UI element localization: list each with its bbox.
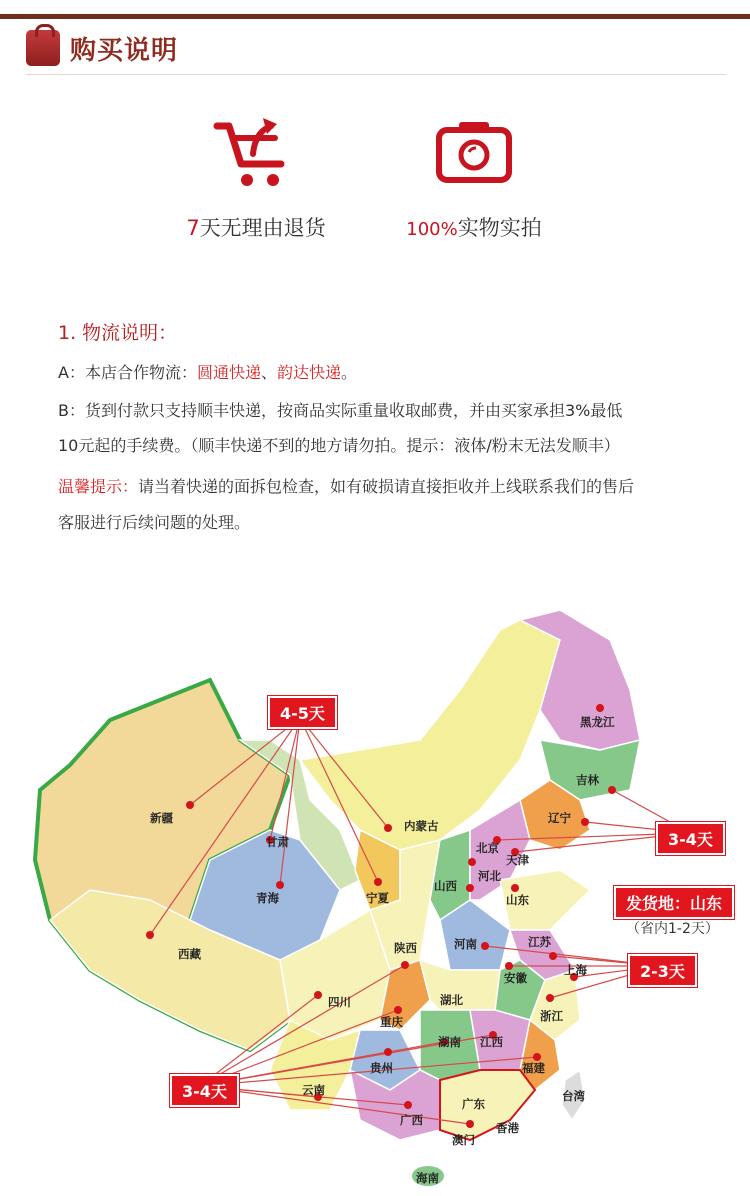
label-jilin: 吉林 [576, 773, 599, 787]
label-liaoning: 辽宁 [548, 811, 571, 825]
label-qinghai: 青海 [256, 891, 279, 905]
tag-origin: 发货地：山东 [614, 886, 734, 919]
tag-west-days: 4-5天 [268, 696, 337, 729]
cart-return-icon [211, 112, 301, 192]
label-jiangxi: 江西 [480, 1035, 503, 1049]
label-taiwan: 台湾 [562, 1089, 585, 1103]
label-xinjiang: 新疆 [150, 811, 173, 825]
divider [26, 74, 726, 75]
china-shipping-map [0, 600, 750, 1192]
label-shanxi: 山西 [434, 879, 457, 893]
label-jiangsu: 江苏 [528, 935, 551, 949]
tip-label: 温馨提示： [58, 477, 139, 496]
label-aomen: 澳门 [452, 1133, 475, 1147]
label-gansu: 甘肃 [266, 835, 289, 849]
camera-icon [429, 112, 519, 192]
region-guangdong [440, 1070, 535, 1140]
label-guizhou: 贵州 [370, 1061, 393, 1075]
logistics-line-b1: B：货到付款只支持顺丰快递，按商品实际重量收取邮费，并由买家承担3%最低 [58, 401, 623, 420]
label-shandong: 山东 [506, 893, 529, 907]
label-hainan: 海南 [416, 1171, 439, 1185]
label-tianjin: 天津 [506, 853, 529, 867]
label-guangxi: 广西 [400, 1113, 423, 1127]
section-header [26, 28, 178, 68]
label-neimenggu: 内蒙古 [404, 819, 439, 833]
courier-yuantong: 圆通快递 [196, 363, 261, 382]
label-anhui: 安徽 [504, 971, 527, 985]
label-xizang: 西藏 [178, 947, 201, 961]
label-heilongjiang: 黑龙江 [580, 715, 615, 729]
label-shaanxi: 陕西 [394, 941, 417, 955]
logistics-title: 1. 物流说明： [58, 322, 178, 344]
feature-photo [374, 112, 574, 242]
return-policy-label: 7天无理由退货 [186, 216, 326, 240]
tag-east-days: 2-3天 [628, 954, 697, 987]
label-shanghai: 上海 [564, 963, 587, 977]
tag-northeast-days: 3-4天 [656, 822, 725, 855]
label-hubei: 湖北 [440, 993, 463, 1007]
label-zhejiang: 浙江 [540, 1009, 563, 1023]
origin-note: （省内1-2天） [626, 921, 719, 937]
feature-return [156, 112, 356, 242]
label-yunnan: 云南 [302, 1083, 325, 1097]
label-guangdong: 广东 [462, 1097, 485, 1111]
tag-southwest-days: 3-4天 [170, 1074, 239, 1107]
label-sichuan: 四川 [328, 995, 351, 1009]
header-title: 购买说明 [70, 35, 179, 66]
logistics-line-b2: 10元起的手续费。（顺丰快递不到的地方请勿拍。提示：液体/粉末无法发顺丰） [58, 436, 620, 455]
shopping-bag-icon [26, 30, 60, 66]
real-photo-label: 100%实物实拍 [406, 216, 542, 240]
logistics-line-a: A：本店合作物流：圆通快递、韵达快递。 [58, 363, 358, 382]
label-hebei: 河北 [478, 869, 501, 883]
label-henan: 河南 [454, 937, 477, 951]
label-beijing: 北京 [476, 841, 499, 855]
tip-line: 温馨提示：请当着快递的面拆包检查，如有破损请直接拒收并上线联系我们的售后 [58, 477, 635, 496]
tip-line-2: 客服进行后续问题的处理。 [58, 513, 251, 532]
label-xianggang: 香港 [496, 1121, 519, 1135]
label-fujian: 福建 [522, 1061, 545, 1075]
label-ningxia: 宁夏 [366, 891, 389, 905]
label-chongqing: 重庆 [380, 1015, 403, 1029]
top-border [0, 14, 750, 19]
courier-yunda: 韵达快递 [276, 363, 341, 382]
label-hunan: 湖南 [438, 1035, 461, 1049]
